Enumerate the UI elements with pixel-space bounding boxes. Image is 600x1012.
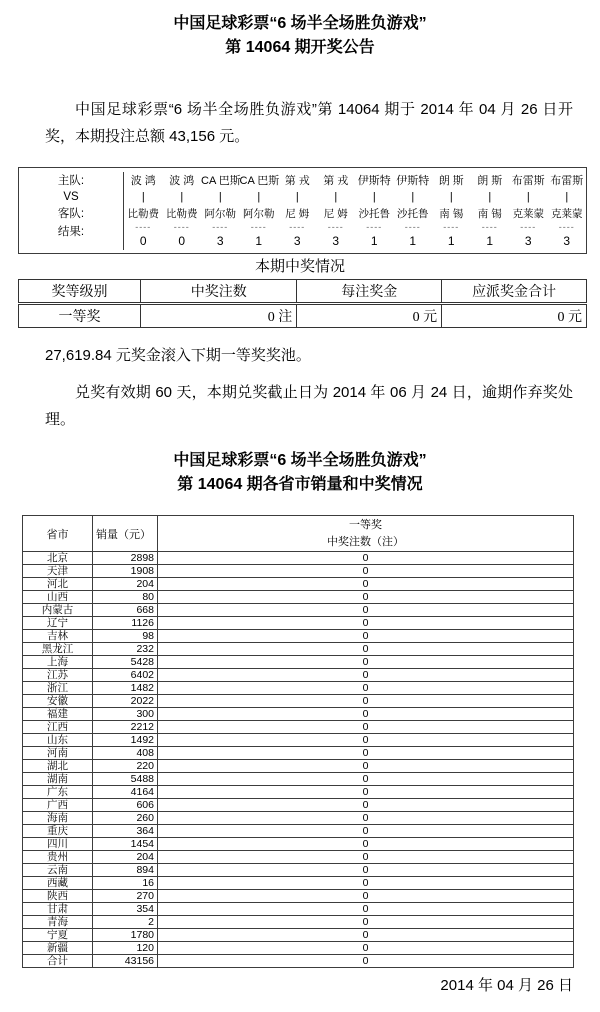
away-team-name: 阿尔勒: [204, 208, 236, 220]
province-name: 四川: [23, 838, 93, 851]
table-row: [23, 877, 574, 890]
winning-bets-count: 0: [158, 656, 574, 669]
sales-amount: 606: [93, 799, 158, 812]
away-team-name: 尼 姆: [285, 208, 310, 220]
winning-bets-count: 0: [158, 552, 574, 565]
away-team-label: 客队:: [57, 208, 85, 220]
lottery-announcement-document: [0, 12, 600, 996]
match-column: [317, 172, 356, 250]
province-name: 贵州: [23, 851, 93, 864]
vs-bar: |: [449, 191, 453, 203]
away-team-name: 比勒费: [127, 208, 159, 220]
dashes-separator: ----: [212, 222, 229, 232]
match-result-value: 3: [332, 234, 340, 248]
sales-amount: 232: [93, 643, 158, 656]
province-name: 西藏: [23, 877, 93, 890]
province-section-title-line1: 中国足球彩票“6 场半全场胜负游戏”: [173, 452, 427, 469]
prize-table: [18, 279, 587, 328]
vs-bar: |: [488, 191, 492, 203]
match-result-value: 1: [447, 234, 455, 248]
match-result-value: 0: [178, 234, 186, 248]
table-row: [23, 838, 574, 851]
home-team-name: CA 巴斯: [239, 175, 280, 187]
sales-amount: 408: [93, 747, 158, 760]
match-column: [278, 172, 317, 250]
province-name: 陕西: [23, 890, 93, 903]
sales-amount: 204: [93, 578, 158, 591]
sales-amount: 43156: [93, 955, 158, 968]
home-team-name: 伊斯特: [396, 175, 430, 187]
away-team-name: 克莱蒙: [551, 208, 583, 220]
match-result-value: 3: [563, 234, 571, 248]
dashes-separator: ----: [520, 222, 537, 232]
rollover-paragraph: 27,619.84 元奖金滚入下期一等奖奖池。: [45, 347, 311, 364]
winning-bets-count: 0: [158, 825, 574, 838]
table-row: [23, 604, 574, 617]
sales-amount: 2212: [93, 721, 158, 734]
home-team-name: 第 戎: [284, 175, 310, 187]
match-column: [240, 172, 279, 250]
winning-bets-header: 中奖注数: [141, 280, 297, 304]
home-team-name: 布雷斯: [511, 175, 545, 187]
province-name: 北京: [23, 552, 93, 565]
winning-bets-count: 0: [158, 903, 574, 916]
total-payout-value: 0 元: [442, 304, 587, 328]
province-name: 江苏: [23, 669, 93, 682]
home-team-name: 布雷斯: [550, 175, 584, 187]
home-team-label: 主队:: [57, 175, 85, 187]
province-name: 重庆: [23, 825, 93, 838]
dashes-separator: ----: [135, 222, 152, 232]
prize-per-bet-header: 每注奖金: [297, 280, 442, 304]
sales-amount: 5428: [93, 656, 158, 669]
vs-bar: |: [372, 191, 376, 203]
winning-bets-count: 0: [158, 916, 574, 929]
winning-bets-count: 0: [158, 747, 574, 760]
winning-bets-count: 0: [158, 617, 574, 630]
province-name: 湖南: [23, 773, 93, 786]
match-column: [163, 172, 202, 250]
province-name: 河南: [23, 747, 93, 760]
table-row: [23, 617, 574, 630]
province-name: 广西: [23, 799, 93, 812]
match-column: [355, 172, 394, 250]
winning-bets-count: 0: [158, 864, 574, 877]
winning-bets-count: 0: [158, 643, 574, 656]
vs-bar: |: [334, 191, 338, 203]
match-column: [124, 172, 163, 250]
table-row: [23, 773, 574, 786]
sales-amount: 5488: [93, 773, 158, 786]
table-row: [23, 734, 574, 747]
table-row: [23, 682, 574, 695]
vs-bar: |: [141, 191, 145, 203]
match-result-value: 1: [255, 234, 263, 248]
dashes-separator: ----: [481, 222, 498, 232]
dashes-separator: ----: [366, 222, 383, 232]
sales-amount: 354: [93, 903, 158, 916]
match-result-value: 1: [409, 234, 417, 248]
table-row: [23, 916, 574, 929]
table-row: [23, 591, 574, 604]
province-name: 青海: [23, 916, 93, 929]
dashes-separator: ----: [443, 222, 460, 232]
winning-bets-count: 0: [158, 786, 574, 799]
sales-amount: 4164: [93, 786, 158, 799]
dashes-separator: ----: [289, 222, 306, 232]
vs-label: VS: [63, 191, 79, 203]
sales-amount: 1126: [93, 617, 158, 630]
winning-bets-count: 0: [158, 760, 574, 773]
winning-bets-count: 0: [158, 734, 574, 747]
province-name: 天津: [23, 565, 93, 578]
sales-amount: 300: [93, 708, 158, 721]
table-row: [23, 942, 574, 955]
table-row: [23, 851, 574, 864]
winning-bets-count: 0: [158, 799, 574, 812]
prize-level-header: 奖等级别: [19, 280, 141, 304]
table-row: [23, 565, 574, 578]
away-team-name: 沙托鲁: [397, 208, 429, 220]
match-result-value: 3: [293, 234, 301, 248]
away-team-name: 阿尔勒: [243, 208, 275, 220]
province-name: 山东: [23, 734, 93, 747]
table-row: [23, 890, 574, 903]
sales-amount: 1482: [93, 682, 158, 695]
province-name: 山西: [23, 591, 93, 604]
sales-amount: 16: [93, 877, 158, 890]
winning-bets-count: 0: [158, 630, 574, 643]
sales-amount: 668: [93, 604, 158, 617]
prize-table-row: [19, 304, 587, 328]
table-row: [23, 721, 574, 734]
match-result-value: 1: [370, 234, 378, 248]
sales-amount: 894: [93, 864, 158, 877]
dashes-separator: ----: [173, 222, 190, 232]
province-sales-table: [22, 515, 574, 968]
sales-amount: 80: [93, 591, 158, 604]
sales-amount: 120: [93, 942, 158, 955]
sales-amount: 2898: [93, 552, 158, 565]
vs-bar: |: [526, 191, 530, 203]
province-name: 海南: [23, 812, 93, 825]
redeem-deadline-paragraph: 兑奖有效期 60 天，本期兑奖截止日为 2014 年 06 月 24 日，逾期作弃奖处理。: [45, 384, 573, 428]
match-table-labels: [19, 172, 124, 250]
winning-bets-count: 0: [158, 669, 574, 682]
winning-bets-count: 0: [158, 695, 574, 708]
sales-amount: 1492: [93, 734, 158, 747]
table-row: [23, 630, 574, 643]
winning-bets-value: 0 注: [141, 304, 297, 328]
home-team-name: 伊斯特: [357, 175, 391, 187]
province-name: 云南: [23, 864, 93, 877]
province-name: 宁夏: [23, 929, 93, 942]
sales-header: 销量（元）: [93, 516, 158, 552]
home-team-name: 波 鸿: [130, 175, 156, 187]
winning-bets-count: 0: [158, 942, 574, 955]
province-section-title-line2: 第 14064 期各省市销量和中奖情况: [177, 476, 423, 493]
dashes-separator: ----: [404, 222, 421, 232]
sales-amount: 364: [93, 825, 158, 838]
winning-bets-count: 0: [158, 604, 574, 617]
province-name: 上海: [23, 656, 93, 669]
winning-bets-count: 0: [158, 955, 574, 968]
table-row: [23, 864, 574, 877]
vs-bar: |: [218, 191, 222, 203]
province-name: 湖北: [23, 760, 93, 773]
first-prize-header-line1: 一等奖: [349, 518, 382, 531]
sales-amount: 270: [93, 890, 158, 903]
match-result-value: 0: [139, 234, 147, 248]
vs-bar: |: [257, 191, 261, 203]
table-row: [23, 669, 574, 682]
prize-level-value: 一等奖: [19, 304, 141, 328]
match-column: [394, 172, 433, 250]
winning-bets-count: 0: [158, 877, 574, 890]
match-column: [432, 172, 471, 250]
home-team-name: CA 巴斯: [201, 175, 241, 187]
province-table-header-row: [23, 516, 574, 552]
away-team-name: 克莱蒙: [512, 208, 544, 220]
first-prize-header: [158, 516, 574, 552]
table-row: [23, 643, 574, 656]
dashes-separator: ----: [250, 222, 267, 232]
intro-paragraph: 中国足球彩票“6 场半全场胜负游戏”第 14064 期于 2014 年 04 月 26 日开奖，本期投注总额 43,156 元。: [45, 101, 573, 145]
match-result-value: 3: [216, 234, 224, 248]
match-columns: [124, 172, 586, 250]
province-name: 合计: [23, 955, 93, 968]
table-row: [23, 552, 574, 565]
sales-amount: 260: [93, 812, 158, 825]
away-team-name: 尼 姆: [323, 208, 348, 220]
sales-amount: 1454: [93, 838, 158, 851]
winning-bets-count: 0: [158, 773, 574, 786]
winning-bets-count: 0: [158, 591, 574, 604]
table-row: [23, 695, 574, 708]
match-column: [201, 172, 240, 250]
winning-bets-count: 0: [158, 929, 574, 942]
table-row: [23, 799, 574, 812]
home-team-name: 波 鸿: [169, 175, 195, 187]
sales-amount: 98: [93, 630, 158, 643]
vs-bar: |: [565, 191, 569, 203]
province-name: 福建: [23, 708, 93, 721]
winning-bets-count: 0: [158, 578, 574, 591]
province-name: 浙江: [23, 682, 93, 695]
province-name: 吉林: [23, 630, 93, 643]
match-column: [548, 172, 587, 250]
province-name: 新疆: [23, 942, 93, 955]
province-name: 辽宁: [23, 617, 93, 630]
sales-amount: 1908: [93, 565, 158, 578]
dashes-separator: ----: [558, 222, 575, 232]
first-prize-header-line2: 中奖注数（注）: [327, 535, 404, 548]
page-title-line2: 第 14064 期开奖公告: [225, 39, 375, 56]
province-name: 甘肃: [23, 903, 93, 916]
prize-per-bet-value: 0 元: [297, 304, 442, 328]
table-row: [23, 825, 574, 838]
table-row: [23, 786, 574, 799]
table-row: [23, 760, 574, 773]
sales-amount: 2022: [93, 695, 158, 708]
table-row: [23, 903, 574, 916]
match-column: [509, 172, 548, 250]
result-label: 结果:: [57, 226, 85, 238]
vs-bar: |: [180, 191, 184, 203]
winning-bets-count: 0: [158, 708, 574, 721]
table-row: [23, 656, 574, 669]
winning-bets-count: 0: [158, 851, 574, 864]
province-name: 内蒙古: [23, 604, 93, 617]
away-team-name: 南 锡: [439, 208, 464, 220]
table-row: [23, 955, 574, 968]
home-team-name: 朗 斯: [438, 175, 464, 187]
match-column: [471, 172, 510, 250]
sales-amount: 6402: [93, 669, 158, 682]
province-section-title: [0, 449, 600, 497]
match-result-value: 3: [524, 234, 532, 248]
vs-bar: |: [411, 191, 415, 203]
total-payout-header: 应派奖金合计: [442, 280, 587, 304]
away-team-name: 比勒费: [166, 208, 198, 220]
winning-bets-count: 0: [158, 838, 574, 851]
table-row: [23, 929, 574, 942]
province-table-body: [23, 552, 574, 968]
sales-amount: 2: [93, 916, 158, 929]
match-results-table: [18, 167, 587, 254]
announcement-date: 2014 年 04 月 26 日: [440, 977, 573, 994]
prize-section-title: 本期中奖情况: [254, 259, 345, 275]
page-title-line1: 中国足球彩票“6 场半全场胜负游戏”: [173, 15, 427, 32]
winning-bets-count: 0: [158, 890, 574, 903]
prize-table-header-row: [19, 280, 587, 304]
page-title: [0, 12, 600, 60]
winning-bets-count: 0: [158, 565, 574, 578]
table-row: [23, 747, 574, 760]
table-row: [23, 708, 574, 721]
home-team-name: 朗 斯: [477, 175, 503, 187]
dashes-separator: ----: [327, 222, 344, 232]
table-row: [23, 812, 574, 825]
province-name: 河北: [23, 578, 93, 591]
province-header: 省市: [23, 516, 93, 552]
province-name: 江西: [23, 721, 93, 734]
away-team-name: 沙托鲁: [358, 208, 390, 220]
winning-bets-count: 0: [158, 682, 574, 695]
sales-amount: 220: [93, 760, 158, 773]
away-team-name: 南 锡: [477, 208, 502, 220]
table-row: [23, 578, 574, 591]
match-result-value: 1: [486, 234, 494, 248]
home-team-name: 第 戎: [323, 175, 349, 187]
province-name: 黑龙江: [23, 643, 93, 656]
sales-amount: 1780: [93, 929, 158, 942]
winning-bets-count: 0: [158, 721, 574, 734]
sales-amount: 204: [93, 851, 158, 864]
province-name: 广东: [23, 786, 93, 799]
province-name: 安徽: [23, 695, 93, 708]
winning-bets-count: 0: [158, 812, 574, 825]
vs-bar: |: [295, 191, 299, 203]
